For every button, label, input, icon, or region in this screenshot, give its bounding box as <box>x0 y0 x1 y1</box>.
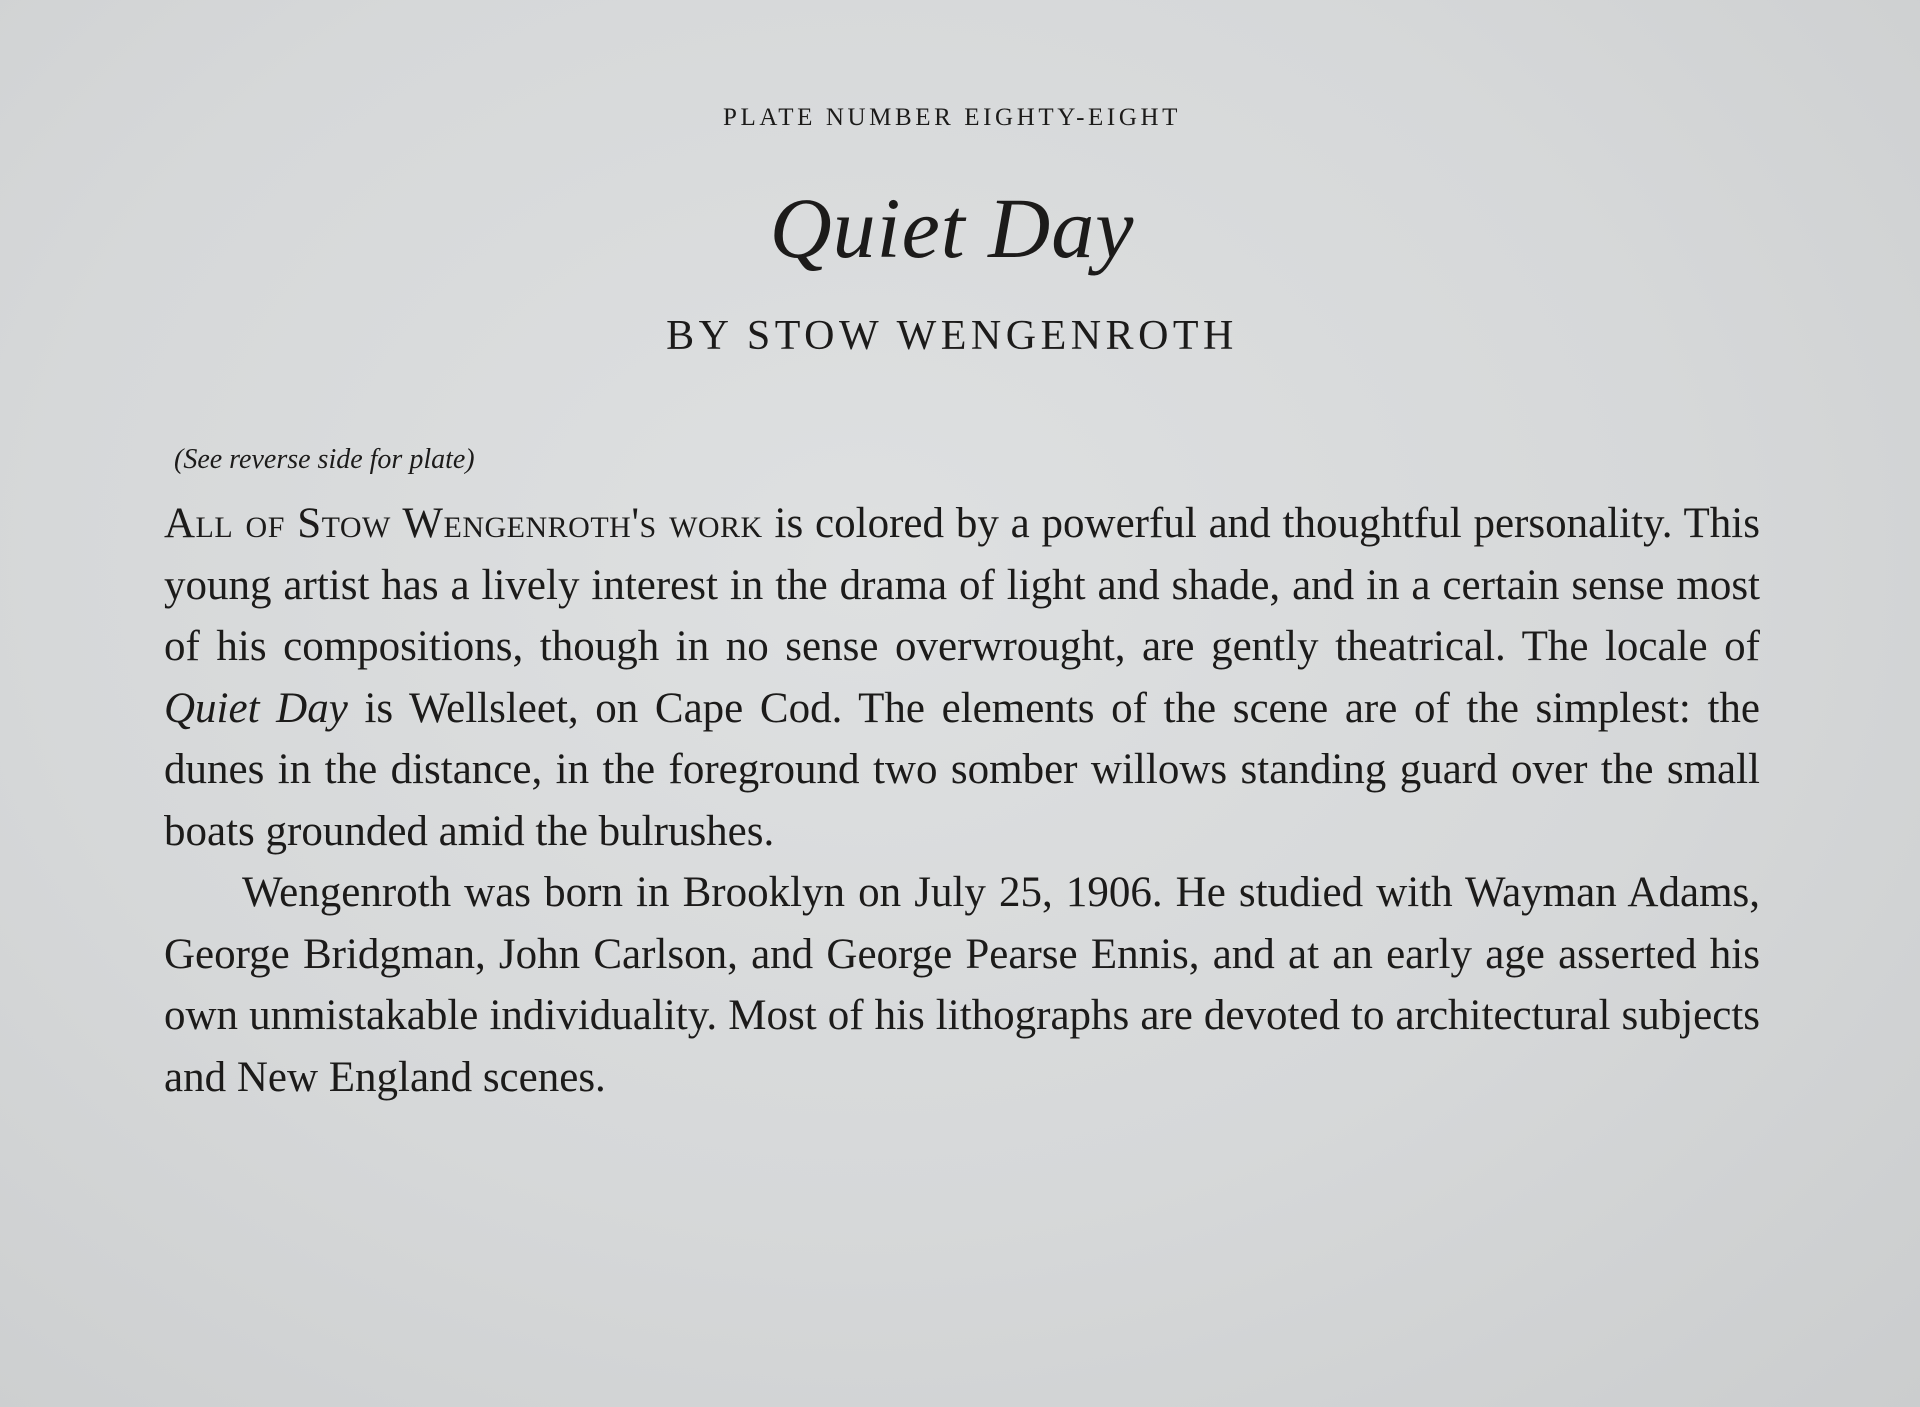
plate-title: Quiet Day <box>769 180 1135 276</box>
paragraph-1-title-reference: Quiet Day <box>164 684 348 732</box>
paragraph-2: Wengenroth was born in Brooklyn on July 25, 1906. He studied with Wayman Adams, George Bridgman, John Carlson, and George Pearse Ennis, and at an early age asserted his own unmistakable individuality. Most of his lithographs are devoted to architectural subjects and New England scenes. <box>164 869 1760 1101</box>
body-text <box>164 493 1760 1108</box>
artist-byline: BY STOW WENGENROTH <box>666 313 1238 359</box>
paragraph-1-lead-in: All of Stow Wengenroth's work <box>164 500 763 547</box>
paragraph-1-text-a: is colored by a powerful and thoughtful personality. This young artist has a lively interest in the drama of light and shade, and in a certain sense most of his compositions, though in no sense overwrought, are gently theatrical. The locale of <box>164 500 1760 670</box>
paragraph-1 <box>164 493 1760 862</box>
plate-number-heading: PLATE NUMBER EIGHTY-EIGHT <box>722 104 1182 131</box>
see-reverse-note: (See reverse side for plate) <box>174 444 475 475</box>
paragraph-1-text-b: is Wellsleet, on Cape Cod. The elements of the scene are of the simplest: the dunes in the distance, in the foreground two somber willows standing guard over the small boats grounded amid the bulrushes. <box>164 684 1761 855</box>
